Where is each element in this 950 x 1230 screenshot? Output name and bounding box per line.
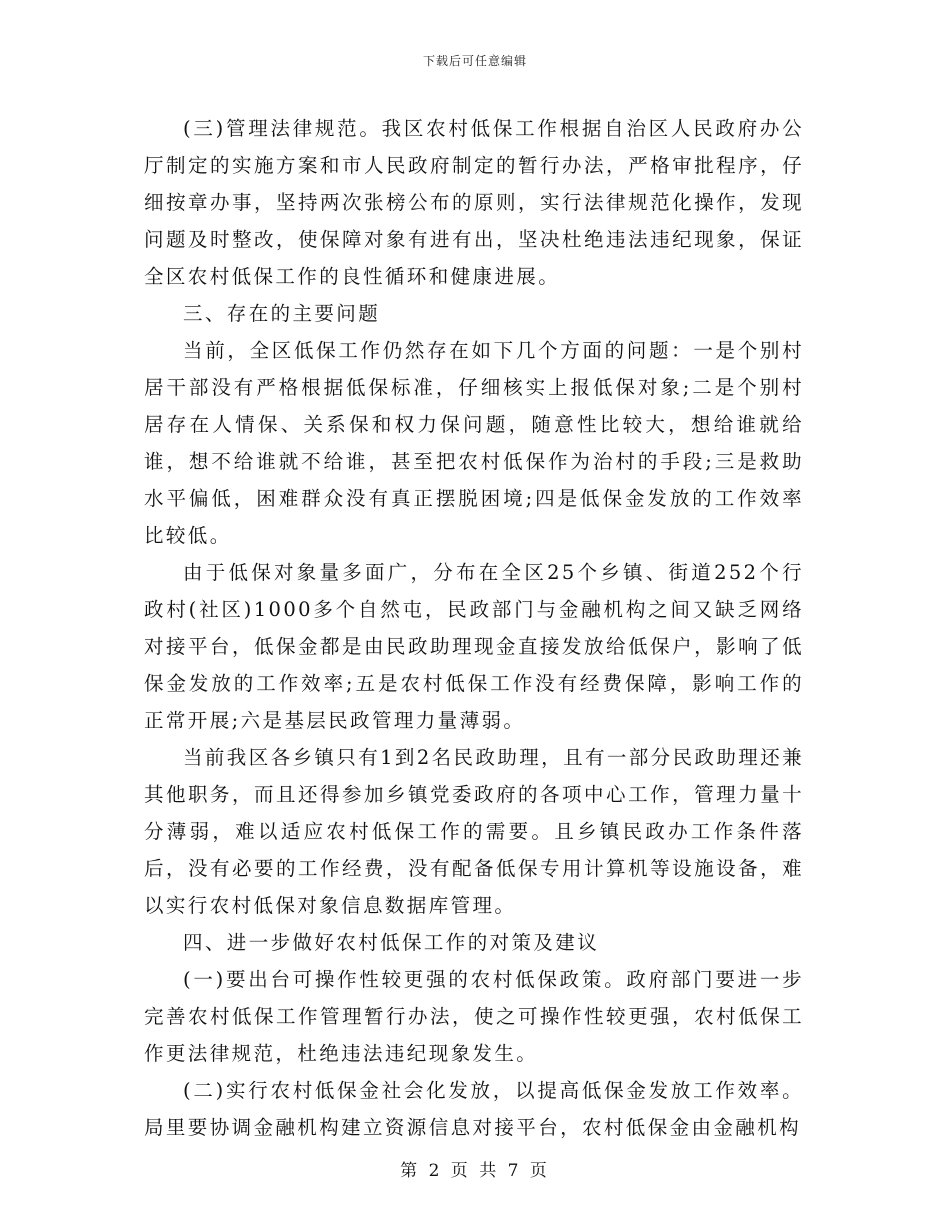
paragraph-management-legal-norms: (三)管理法律规范。我区农村低保工作根据自治区人民政府办公厅制定的实施方案和市人民政府制定的暂行办法，严格审批程序，仔细按章办事，坚持两次张榜公布的原则，实行法律规范化操作，发现问题及时整改，使保障对象有进有出，坚决杜绝违法违纪现象，保证全区农村低保工作的良性循环和健康进展。 <box>144 117 804 288</box>
section-heading-main-problems: 三、存在的主要问题 <box>183 302 381 325</box>
section-heading-countermeasures: 四、进一步做好农村低保工作的对策及建议 <box>183 931 600 954</box>
header-note: 下载后可任意编辑 <box>422 54 527 68</box>
paragraph-policy-measures: (一)要出台可操作性较更强的农村低保政策。政府部门要进一步完善农村低保工作管理暂行办法，使之可操作性较更强，农村低保工作更法律规范，杜绝违法违纪现象发生。 <box>144 968 804 1065</box>
paragraph-distribution-efficiency: 由于低保对象量多面广，分布在全区25个乡镇、街道252个行政村(社区)1000多个自然屯，民政部门与金融机构之间又缺乏网络对接平台，低保金都是由民政助理现金直接发放给低保户，影响了低保金发放的工作效率;五是农村低保工作没有经费保障，影响工作的正常开展;六是基层民政管理力量薄弱。 <box>144 561 804 732</box>
document-body <box>144 110 804 1146</box>
paragraph-weak-management: 当前我区各乡镇只有1到2名民政助理，且有一部分民政助理还兼其他职务，而且还得参加乡镇党委政府的各项中心工作，管理力量十分薄弱，难以适应农村低保工作的需要。且乡镇民政办工作条件落后，没有必要的工作经费，没有配备低保专用计算机等设施设备，难以实行农村低保对象信息数据库管理。 <box>144 746 804 917</box>
page-number: 第 2 页 共 7 页 <box>400 1161 550 1181</box>
paragraph-socialized-distribution: (二)实行农村低保金社会化发放，以提高低保金发放工作效率。局里要协调金融机构建立资源信息对接平台，农村低保金由金融机构 <box>144 1079 804 1139</box>
paragraph-current-problems: 当前，全区低保工作仍然存在如下几个方面的问题：一是个别村居干部没有严格根据低保标准，仔细核实上报低保对象;二是个别村居存在人情保、关系保和权力保问题，随意性比较大，想给谁就给谁，想不给谁就不给谁，甚至把农村低保作为治村的手段;三是救助水平偏低，困难群众没有真正摆脱困境;四是低保金发放的工作效率比较低。 <box>144 339 804 547</box>
